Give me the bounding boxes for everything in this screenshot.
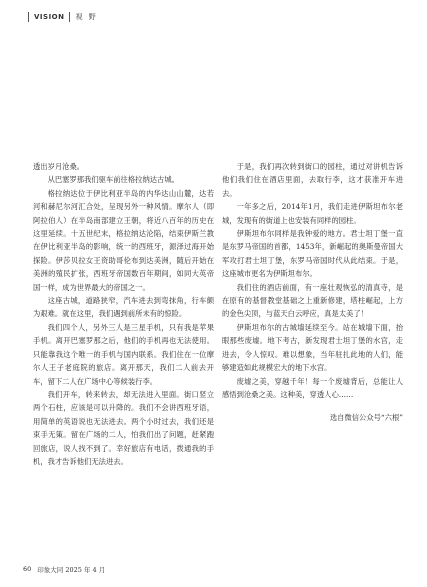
- page-number: 60: [23, 565, 32, 573]
- lead-line: 透出岁月沧桑。: [33, 162, 85, 171]
- paragraph: 我们四个人，另外三人是三星手机，只有我是苹果手机。离开巴塞罗那之后，他们的手机再也无法使用。只能靠我这个唯一的手机与国内联系。我们住在一位摩尔人王子老庭院的旅店。离开那天，我们二人前去开车，留下二人在广场中心等候装行李。: [33, 322, 214, 386]
- right-column: [222, 160, 403, 425]
- magazine-issue: 印象大同 2025 年 4 月: [37, 566, 106, 574]
- source-credit: 选自微信公众号“六根”: [329, 413, 403, 423]
- paragraph: 格拉纳达位于伊比利亚半岛的内华达山山麓，达若河和赫尼尔河汇合处，呈现另外一种风情。摩尔人（即阿拉伯人）在半岛南部建立王朝，将近八百年的历史在这里延续。十五世纪末，格拉纳达沦陷，结束伊斯兰教在伊比利亚半岛的影响，统一的西班牙，源泽过海开始探险。伊莎贝拉女王资助哥伦布到达美洲，随后开始在美洲的殖民扩张，西班牙帝国数百年期间，如同大英帝国一样，成为世界最大的帝国之一。: [33, 188, 214, 292]
- page-footer: [23, 565, 105, 574]
- header-divider: [69, 12, 70, 22]
- paragraph: 伊斯坦布尔同样是我钟爱的地方。君士坦丁堡一直是东罗马帝国的首都，1453年，新崛起的奥斯曼帝国大军攻打君士坦丁堡，东罗马帝国时代从此结束。于是，这座城市更名为伊斯坦布尔。: [222, 229, 403, 279]
- section-header: [23, 10, 98, 24]
- paragraph: 废墟之美，穿越千年！每一个废墟背后，总能让人感悟到沧桑之美。这种美，穿透人心……: [222, 376, 403, 399]
- paragraph: 我们开车，转来转去，却无法进入里面。街口竖立两个石柱，应该是可以升降的。我们不会讲西班牙语，用简单的英语说也无法进去。两个小时过去，我们还是束手无策。留在广场的二人，怕我们出了问题，赶紧跑回旅店，说人找不到了。幸好旅店有电话，拨通我的手机，我才告诉他们无法进去。: [33, 389, 214, 466]
- blank-image-area: [0, 30, 427, 157]
- left-column: [33, 160, 214, 468]
- section-label: VISION: [34, 13, 65, 21]
- subsection-label: 视 野: [75, 13, 98, 21]
- header-divider: [28, 12, 29, 22]
- paragraph: 这座古城，道路狭窄，汽车进去到弯抹角，行车颇为艰难。就在这里，我们遇到前所未有的惊险。: [33, 296, 214, 319]
- paragraph: 伊斯坦布尔的古城墙延续至今。站在城墙下面，抬眼那些废墟。地下考古，新发现君士坦丁堡的水宫，走进去，令人惊叹。难以想象，当年驻扎此地的人们，能够建造如此规模宏大的地下水宫。: [222, 322, 403, 373]
- paragraph: 一年多之后，2014年1月，我们走进伊斯坦布尔老城，发现有的街道上也安装有同样的园柱。: [222, 202, 403, 225]
- paragraph: 于是，我们再次转到街口的园柱，通过对讲机告诉他们我们住在酒店里面，去取行李，这才获准开车进去。: [222, 162, 403, 198]
- paragraph: 我们住的酒店前面，有一座壮观恢弘的清真寺，是在原有的基督教堂基础之上重新修建，塔柱崛起，上方的金色尖顶，与蓝天白云呼应，真是太美了！: [222, 282, 403, 319]
- paragraph: 从巴塞罗那我们驱车前往格拉纳达古城。: [47, 175, 179, 185]
